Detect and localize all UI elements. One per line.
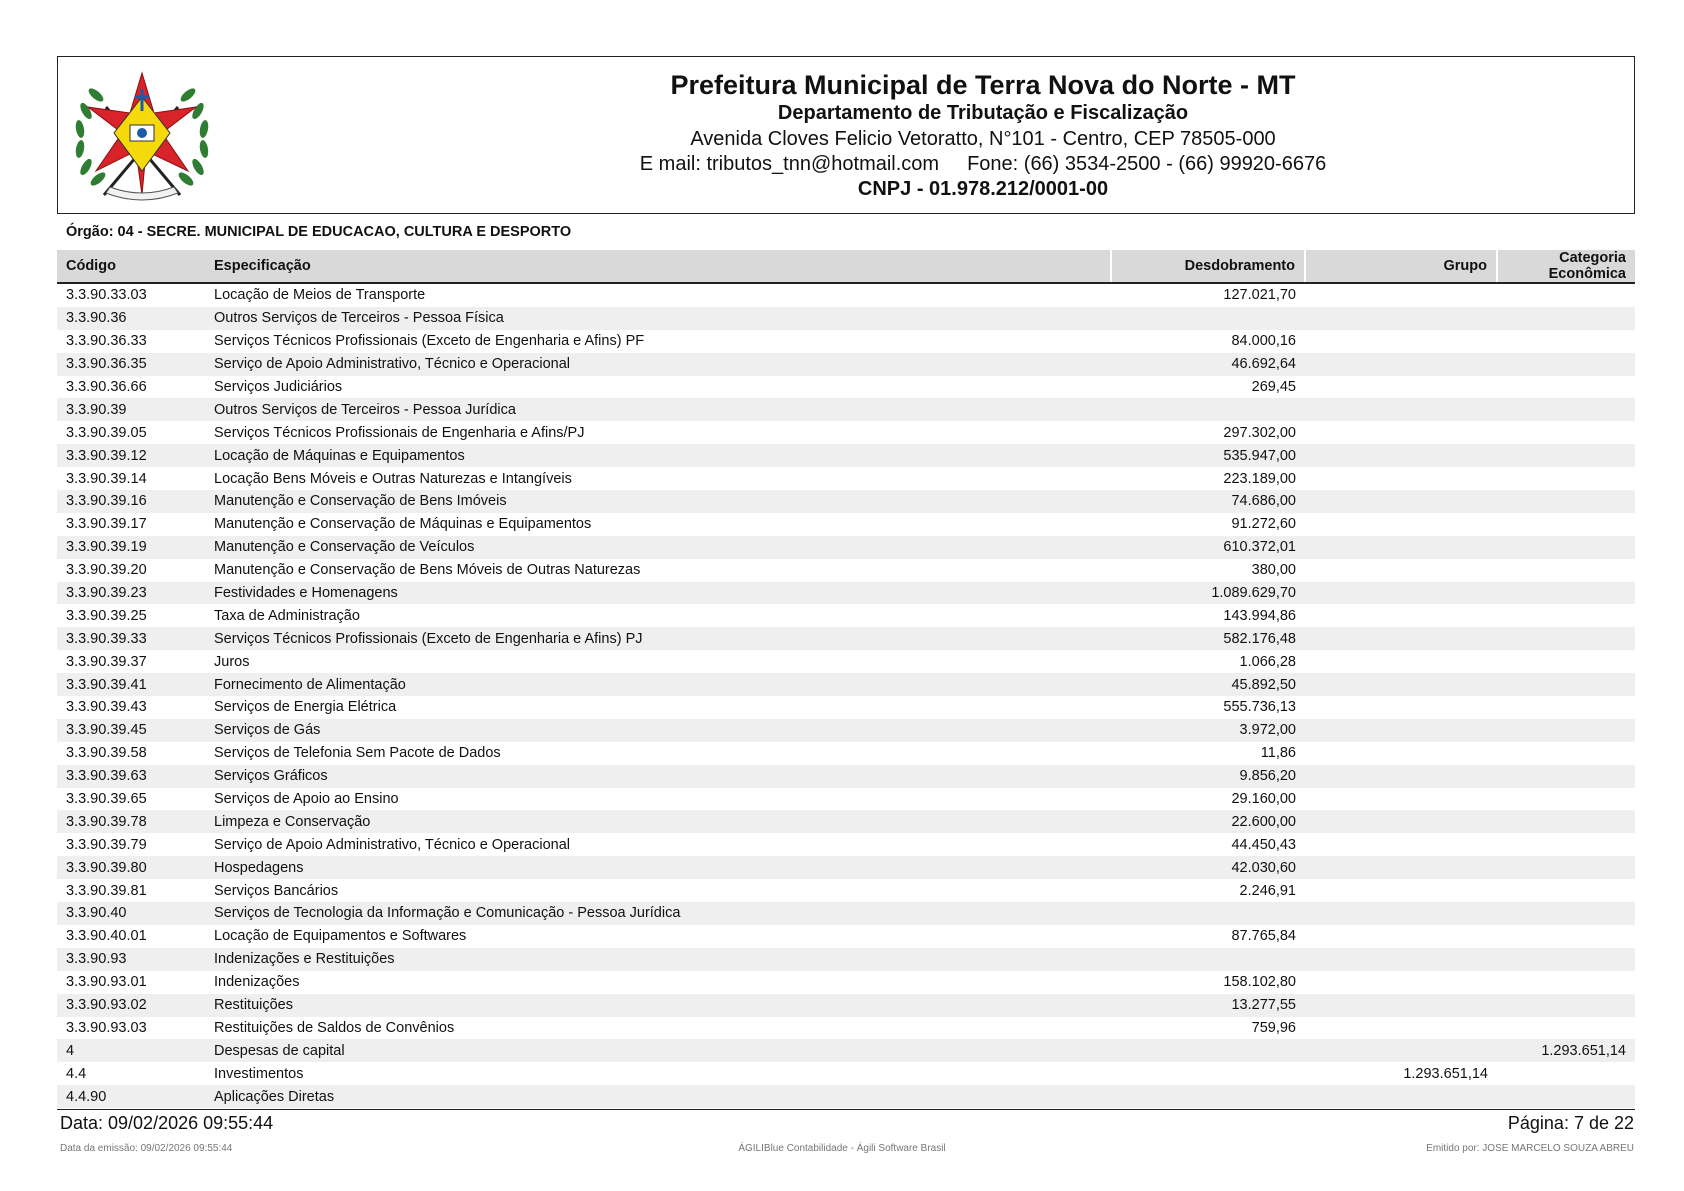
cell-codigo: 3.3.90.39: [57, 398, 205, 421]
table-row: [57, 650, 1635, 673]
footer-emission-date: Data da emissão: 09/02/2026 09:55:44: [60, 1143, 233, 1154]
cell-desdobramento: 223.189,00: [1223, 470, 1296, 487]
cell-especificacao: Restituições de Saldos de Convênios: [214, 1019, 455, 1036]
table-row: [57, 307, 1635, 330]
cell-especificacao: Locação de Máquinas e Equipamentos: [205, 444, 1111, 467]
table-row: [57, 398, 1635, 421]
table-row: [57, 330, 1635, 353]
cell-categoria: [1497, 879, 1635, 902]
cell-especificacao: Manutenção e Conservação de Veículos: [205, 536, 1111, 559]
cell-especificacao: Serviços Bancários: [214, 882, 339, 899]
cell-desdobramento: 45.892,50: [1111, 673, 1305, 696]
table-row: [57, 833, 1635, 856]
table-row: [57, 467, 1635, 490]
report-header: [57, 56, 1635, 214]
cell-categoria: [1497, 376, 1635, 399]
cell-grupo: [1305, 353, 1497, 376]
cell-grupo: [1305, 559, 1497, 582]
cell-desdobramento: [1111, 948, 1305, 971]
footer-issuer: Emitido por: JOSE MARCELO SOUZA ABREU: [1426, 1143, 1634, 1154]
cell-desdobramento: 535.947,00: [1111, 444, 1305, 467]
table-body: [57, 283, 1635, 1108]
footer-divider: [57, 1109, 1635, 1110]
table-row: [57, 421, 1635, 444]
cell-categoria: [1497, 856, 1635, 879]
table-row: [57, 559, 1635, 582]
table-row: [57, 513, 1635, 536]
cell-especificacao: Locação Bens Móveis e Outras Naturezas e Intangíveis: [214, 470, 572, 487]
cell-desdobramento: 555.736,13: [1223, 699, 1296, 716]
cell-especificacao: Taxa de Administração: [214, 607, 360, 624]
header-department: Departamento de Tributação e Fiscalização: [777, 102, 1189, 124]
cell-especificacao: Serviços Judiciários: [214, 379, 343, 395]
cell-grupo: [1305, 421, 1497, 444]
cell-grupo: [1305, 650, 1497, 673]
cell-grupo: [1305, 971, 1497, 994]
cell-categoria: [1497, 765, 1635, 788]
footer-page-number: Página: 7 de 22: [1507, 1113, 1634, 1133]
cell-desdobramento: 1.089.629,70: [1111, 582, 1305, 605]
cell-categoria: [1497, 833, 1635, 856]
header-email: E mail: tributos_tnn@hotmail.com: [639, 153, 940, 175]
cell-categoria: [1497, 1085, 1635, 1108]
cell-categoria: [1497, 559, 1635, 582]
cell-codigo: 3.3.90.39.16: [57, 490, 205, 513]
cell-codigo: 3.3.90.39.79: [66, 836, 147, 853]
cell-codigo: 3.3.90.40.01: [66, 928, 147, 945]
cell-categoria: [1497, 330, 1635, 353]
cell-especificacao: Locação de Equipamentos e Softwares: [214, 928, 467, 945]
cell-especificacao: Despesas de capital: [205, 1039, 1111, 1062]
cell-desdobramento: [1111, 1062, 1305, 1085]
cell-codigo: 3.3.90.93.01: [66, 974, 147, 991]
cell-desdobramento: 91.272,60: [1231, 516, 1296, 533]
cell-grupo: [1305, 444, 1497, 467]
cell-especificacao: Serviços de Tecnologia da Informação e Comunicação - Pessoa Jurídica: [205, 902, 1111, 925]
cell-codigo: 3.3.90.36: [57, 307, 205, 330]
header-title: Prefeitura Municipal de Terra Nova do Norte - MT: [670, 70, 1296, 100]
cell-desdobramento: 29.160,00: [1231, 791, 1296, 808]
cell-codigo: 3.3.90.40: [57, 902, 205, 925]
cell-codigo: 3.3.90.39.43: [66, 699, 147, 716]
col-header-codigo: Código: [57, 250, 205, 283]
cell-grupo: [1305, 673, 1497, 696]
cell-categoria: [1497, 283, 1635, 307]
cell-especificacao: Outros Serviços de Terceiros - Pessoa Física: [205, 307, 1111, 330]
cell-desdobramento: 22.600,00: [1111, 810, 1305, 833]
cell-codigo: 3.3.90.39.23: [57, 582, 205, 605]
municipal-crest-icon: [66, 67, 218, 207]
cell-desdobramento: 44.450,43: [1231, 836, 1296, 853]
cell-desdobramento: 610.372,01: [1111, 536, 1305, 559]
cell-categoria: [1497, 536, 1635, 559]
table-row: [57, 925, 1635, 948]
cell-grupo: [1305, 879, 1497, 902]
cell-especificacao: Manutenção e Conservação de Bens Imóveis: [205, 490, 1111, 513]
cell-codigo: 3.3.90.33.03: [66, 287, 147, 304]
cell-especificacao: Locação de Meios de Transporte: [214, 287, 426, 304]
cell-codigo: 3.3.90.39.65: [66, 791, 147, 808]
cell-grupo: [1305, 742, 1497, 765]
cell-codigo: 3.3.90.39.33: [57, 627, 205, 650]
cell-categoria: [1497, 513, 1635, 536]
header-text-block: [458, 69, 1508, 202]
table-row: [57, 283, 1635, 307]
cell-desdobramento: 87.765,84: [1231, 928, 1296, 945]
cell-codigo: 3.3.90.39.17: [66, 516, 147, 533]
cell-codigo: 3.3.90.39.78: [57, 810, 205, 833]
cell-codigo: 3.3.90.39.12: [57, 444, 205, 467]
cell-especificacao: Aplicações Diretas: [205, 1085, 1111, 1108]
cell-especificacao: Manutenção e Conservação de Bens Móveis de Outras Naturezas: [214, 562, 641, 579]
cell-especificacao: Fornecimento de Alimentação: [205, 673, 1111, 696]
cell-grupo: [1305, 1085, 1497, 1108]
table-row: [57, 994, 1635, 1017]
cell-especificacao: Investimentos: [214, 1065, 304, 1082]
cell-especificacao: Serviços de Gás: [205, 719, 1111, 742]
cell-codigo: 3.3.90.39.81: [66, 882, 147, 899]
table-row: [57, 696, 1635, 719]
table-row: [57, 536, 1635, 559]
cell-categoria: [1497, 650, 1635, 673]
cell-desdobramento: [1111, 307, 1305, 330]
cell-grupo: [1305, 1017, 1497, 1040]
cell-codigo: 3.3.90.36.35: [57, 353, 205, 376]
orgao-label: Órgão: 04 - SECRE. MUNICIPAL DE EDUCACAO, CULTURA E DESPORTO: [66, 224, 572, 240]
cell-categoria: [1497, 971, 1635, 994]
cell-grupo: [1305, 994, 1497, 1017]
cell-categoria: [1497, 788, 1635, 811]
cell-desdobramento: 297.302,00: [1223, 424, 1296, 441]
cell-desdobramento: 3.972,00: [1111, 719, 1305, 742]
cell-codigo: 3.3.90.36.33: [66, 333, 147, 350]
cell-desdobramento: [1111, 1085, 1305, 1108]
table-row: [57, 719, 1635, 742]
col-header-desdobramento: Desdobramento: [1111, 250, 1305, 283]
table-row: [57, 1062, 1635, 1085]
cell-desdobramento: 13.277,55: [1111, 994, 1305, 1017]
cell-desdobramento: 11,86: [1260, 745, 1296, 762]
cell-categoria: [1497, 742, 1635, 765]
cell-grupo: [1305, 696, 1497, 719]
cell-desdobramento: [1111, 902, 1305, 925]
table-header-row: [57, 250, 1635, 283]
cell-grupo: [1305, 948, 1497, 971]
cell-desdobramento: 46.692,64: [1111, 353, 1305, 376]
cell-categoria: 1.293.651,14: [1497, 1039, 1635, 1062]
cell-categoria: [1497, 994, 1635, 1017]
cell-codigo: 3.3.90.39.45: [57, 719, 205, 742]
cell-grupo: [1305, 833, 1497, 856]
cell-especificacao: Serviço de Apoio Administrativo, Técnico e Operacional: [214, 836, 570, 853]
header-cnpj: CNPJ - 01.978.212/0001-00: [857, 178, 1109, 200]
cell-grupo: [1305, 627, 1497, 650]
table-row: [57, 856, 1635, 879]
cell-grupo: [1305, 490, 1497, 513]
cell-codigo: 3.3.90.39.25: [66, 607, 147, 624]
cell-grupo: [1305, 467, 1497, 490]
cell-especificacao: Serviços Técnicos Profissionais (Exceto de Engenharia e Afins) PF: [214, 333, 645, 350]
cell-codigo: 3.3.90.39.37: [66, 653, 147, 670]
cell-especificacao: Juros: [214, 653, 250, 670]
cell-desdobramento: [1111, 1039, 1305, 1062]
cell-categoria: [1497, 810, 1635, 833]
cell-desdobramento: 42.030,60: [1111, 856, 1305, 879]
table-row: [57, 673, 1635, 696]
cell-especificacao: Outros Serviços de Terceiros - Pessoa Jurídica: [205, 398, 1111, 421]
cell-especificacao: Serviços Técnicos Profissionais de Engenharia e Afins/PJ: [214, 424, 585, 441]
cell-codigo: 4.4: [66, 1065, 87, 1082]
cell-desdobramento: [1111, 398, 1305, 421]
cell-especificacao: Manutenção e Conservação de Máquinas e Equipamentos: [214, 516, 592, 533]
cell-desdobramento: 582.176,48: [1111, 627, 1305, 650]
cell-especificacao: Serviços Gráficos: [205, 765, 1111, 788]
cell-especificacao: Serviços de Telefonia Sem Pacote de Dados: [214, 745, 501, 762]
cell-grupo: [1305, 536, 1497, 559]
table-row: [57, 971, 1635, 994]
cell-grupo: [1305, 1039, 1497, 1062]
cell-desdobramento: 380,00: [1251, 562, 1296, 579]
footer-date: Data: 09/02/2026 09:55:44: [60, 1113, 274, 1133]
cell-codigo: 3.3.90.93: [57, 948, 205, 971]
cell-grupo: 1.293.651,14: [1403, 1065, 1488, 1082]
cell-categoria: [1497, 444, 1635, 467]
cell-especificacao: Festividades e Homenagens: [205, 582, 1111, 605]
cell-codigo: 3.3.90.93.02: [57, 994, 205, 1017]
cell-grupo: [1305, 376, 1497, 399]
cell-desdobramento: 269,45: [1251, 379, 1296, 395]
cell-categoria: [1497, 719, 1635, 742]
cell-codigo: 3.3.90.39.19: [57, 536, 205, 559]
cell-categoria: [1497, 696, 1635, 719]
cell-categoria: [1497, 1017, 1635, 1040]
cell-desdobramento: 158.102,80: [1223, 974, 1296, 991]
table-row: [57, 902, 1635, 925]
cell-especificacao: Serviços Técnicos Profissionais (Exceto de Engenharia e Afins) PJ: [205, 627, 1111, 650]
cell-categoria: [1497, 925, 1635, 948]
cell-especificacao: Serviços de Energia Elétrica: [214, 699, 397, 716]
cell-desdobramento: 759,96: [1251, 1019, 1296, 1036]
cell-codigo: 3.3.90.39.05: [66, 424, 147, 441]
table-row: [57, 788, 1635, 811]
table-row: [57, 582, 1635, 605]
cell-desdobramento: 143.994,86: [1223, 607, 1296, 624]
cell-codigo: 3.3.90.39.80: [57, 856, 205, 879]
cell-desdobramento: 2.246,91: [1239, 882, 1296, 899]
cell-grupo: [1305, 307, 1497, 330]
expense-table: [57, 250, 1635, 1108]
header-phone: Fone: (66) 3534-2500 - (66) 99920-6676: [967, 153, 1327, 175]
cell-codigo: 3.3.90.39.41: [57, 673, 205, 696]
cell-categoria: [1497, 490, 1635, 513]
cell-codigo: 4.4.90: [57, 1085, 205, 1108]
table-row: [57, 604, 1635, 627]
cell-grupo: [1305, 330, 1497, 353]
cell-grupo: [1305, 856, 1497, 879]
cell-categoria: [1497, 398, 1635, 421]
table-row: [57, 765, 1635, 788]
cell-categoria: [1497, 582, 1635, 605]
cell-categoria: [1497, 353, 1635, 376]
cell-categoria: [1497, 604, 1635, 627]
cell-especificacao: Restituições: [205, 994, 1111, 1017]
table-row: [57, 742, 1635, 765]
cell-grupo: [1305, 398, 1497, 421]
cell-categoria: [1497, 1062, 1635, 1085]
cell-desdobramento: 74.686,00: [1111, 490, 1305, 513]
cell-desdobramento: 1.066,28: [1239, 653, 1296, 670]
cell-especificacao: Hospedagens: [205, 856, 1111, 879]
cell-codigo: 4: [57, 1039, 205, 1062]
cell-grupo: [1305, 283, 1497, 307]
cell-categoria: [1497, 673, 1635, 696]
cell-desdobramento: 84.000,16: [1231, 333, 1296, 350]
cell-categoria: [1497, 467, 1635, 490]
table-row: [57, 376, 1635, 399]
table-row: [57, 444, 1635, 467]
header-address: Avenida Cloves Felicio Vetoratto, N°101 - Centro, CEP 78505-000: [690, 128, 1276, 150]
cell-especificacao: Limpeza e Conservação: [205, 810, 1111, 833]
cell-grupo: [1305, 902, 1497, 925]
cell-especificacao: Serviço de Apoio Administrativo, Técnico e Operacional: [205, 353, 1111, 376]
col-header-especificacao: Especificação: [205, 250, 1111, 283]
cell-categoria: [1497, 421, 1635, 444]
table-row: [57, 490, 1635, 513]
cell-codigo: 3.3.90.39.14: [66, 470, 147, 487]
table-row: [57, 1017, 1635, 1040]
table-row: [57, 1039, 1635, 1062]
cell-categoria: [1497, 627, 1635, 650]
table-row: [57, 1085, 1635, 1108]
cell-grupo: [1305, 925, 1497, 948]
col-header-categoria: Categoria Econômica: [1497, 250, 1635, 283]
table-row: [57, 879, 1635, 902]
cell-categoria: [1497, 902, 1635, 925]
cell-categoria: [1497, 948, 1635, 971]
cell-grupo: [1305, 604, 1497, 627]
cell-grupo: [1305, 582, 1497, 605]
table-row: [57, 948, 1635, 971]
cell-grupo: [1305, 788, 1497, 811]
cell-desdobramento: 9.856,20: [1111, 765, 1305, 788]
cell-grupo: [1305, 810, 1497, 833]
cell-codigo: 3.3.90.36.66: [66, 379, 147, 395]
cell-codigo: 3.3.90.39.58: [66, 745, 147, 762]
cell-especificacao: Indenizações e Restituições: [205, 948, 1111, 971]
cell-desdobramento: 127.021,70: [1223, 287, 1296, 304]
cell-codigo: 3.3.90.39.20: [66, 562, 147, 579]
cell-grupo: [1305, 513, 1497, 536]
col-header-grupo: Grupo: [1305, 250, 1497, 283]
cell-codigo: 3.3.90.93.03: [66, 1019, 147, 1036]
table-row: [57, 810, 1635, 833]
table-row: [57, 627, 1635, 650]
cell-grupo: [1305, 719, 1497, 742]
cell-categoria: [1497, 307, 1635, 330]
footer-software: ÁGILIBlue Contabilidade - Ágili Software Brasil: [738, 1143, 946, 1154]
header-contact: [458, 152, 1508, 177]
cell-especificacao: Serviços de Apoio ao Ensino: [214, 791, 399, 808]
cell-grupo: [1305, 765, 1497, 788]
table-row: [57, 353, 1635, 376]
cell-especificacao: Indenizações: [214, 974, 300, 991]
cell-codigo: 3.3.90.39.63: [57, 765, 205, 788]
